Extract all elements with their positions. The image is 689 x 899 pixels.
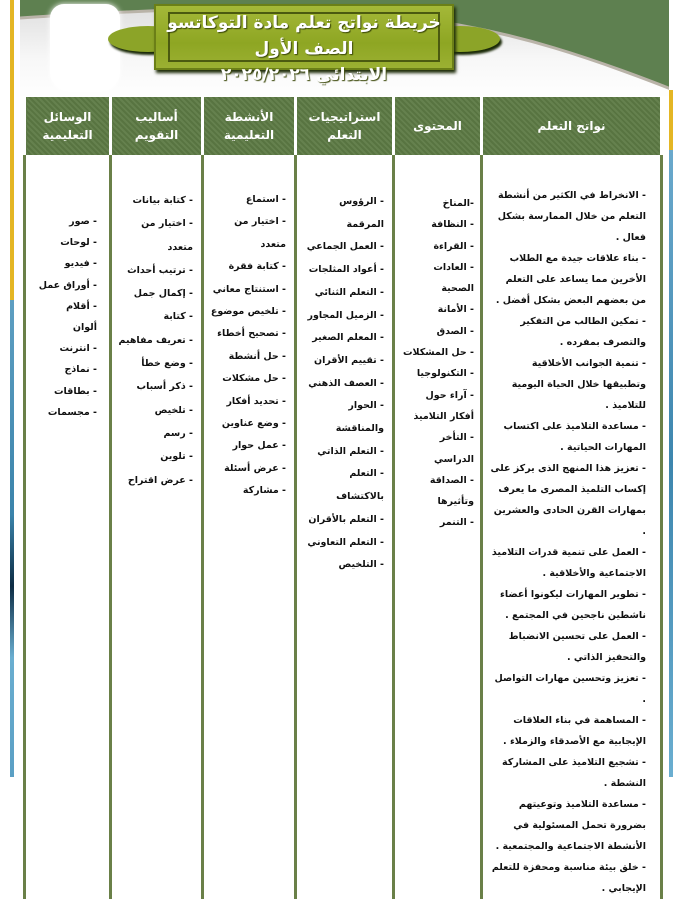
list-item: - التأخر الدراسي [434, 432, 474, 465]
header-resources: الوسائل التعليمية [25, 97, 111, 155]
cell-learning-outcomes [482, 155, 662, 899]
list-item: -المناخ [442, 198, 474, 209]
list-item: - عرض أسئلة [224, 462, 286, 474]
list-item: - بطاقات [54, 385, 97, 397]
list-item: - عرض اقتراح [127, 474, 193, 486]
list-item: - كتابة [163, 311, 193, 323]
table-row [25, 155, 662, 899]
list-item: - التعلم التعاوني [307, 536, 384, 548]
list-item: - الانخراط في الكثير من أنشطة التعلم من خلال الممارسة بشكل فعال . [497, 190, 646, 243]
list-item: - اختيار من متعدد [141, 218, 193, 253]
cell-strategies [296, 155, 394, 899]
list-item: - تلخيص موضوع [210, 306, 286, 318]
list-item: - الأمانة [437, 304, 474, 316]
list-item: - العصف الذهني [308, 377, 384, 389]
list-item: - التعلم بالاكتشاف [336, 468, 384, 503]
learning-outcomes-list [483, 155, 660, 899]
list-item: - حل مشكلات [222, 373, 286, 385]
list-item: - تقييم الأقران [314, 354, 384, 366]
list-item: - تعزيز وتحسين مهارات التواصل . [494, 673, 646, 705]
list-item: - مجسمات [47, 406, 97, 418]
list-item: - فيديو [64, 258, 97, 270]
list-item: - حل المشكلات [402, 347, 474, 359]
header-assessment: أساليب التقويم [111, 97, 203, 155]
cell-assessment [111, 155, 203, 899]
list-item: - التعلم الثنائي [314, 286, 384, 298]
title-banner [108, 4, 500, 85]
table-header-row [25, 97, 662, 155]
list-item: - أوراق عمل [38, 279, 97, 291]
list-item: - تطوير المهارات ليكونوا أعضاء ناشطين ناجحين في المجتمع . [500, 589, 646, 621]
list-item: - تلوين [160, 451, 193, 463]
list-item: أفكار التلاميذ [413, 410, 474, 422]
resources-list [26, 155, 109, 423]
list-item: - لوحات [60, 237, 97, 249]
assessment-list [112, 155, 201, 492]
list-item: - الزميل المجاور [307, 309, 384, 321]
list-item: - بناء علاقات جيدة مع الطلاب الأخرين مما يساعد على التعلم من بعضهم البعض بشكل أفضل . [495, 253, 646, 306]
list-item: - كتابة فقرة [228, 261, 286, 273]
list-item: ألوان [72, 322, 97, 334]
list-item: - تعريف مفاهيم [118, 334, 193, 346]
list-item: - العمل على تنمية قدرات التلاميذ الاجتماعية والأخلاقية . [491, 547, 646, 579]
title-line-1: خريطة نواتج تعلم مادة التوكاتسو الصف الأول [167, 13, 441, 59]
list-item: - اختيار من متعدد [234, 216, 286, 250]
list-item: - وضع خطأ [141, 358, 193, 370]
list-item: - تعزيز هذا المنهج الذى يركز على إكساب التلميذ المصرى ما يعرف بمهارات القرن الحادى والعشرين . [490, 463, 646, 537]
left-border-blue [10, 300, 14, 777]
list-item: - استنتاج معاني [212, 283, 286, 295]
list-item: - تصحيح أخطاء [217, 328, 286, 340]
list-item: - عمل حوار [232, 440, 286, 452]
list-item: - أقلام [66, 300, 97, 312]
activities-list [204, 155, 294, 503]
list-item: - نماذج [64, 364, 97, 376]
banner-plate [154, 4, 454, 85]
list-item: - مساعدة التلاميذ على اكتساب المهارات الحياتية . [503, 421, 646, 453]
content-list [395, 155, 480, 534]
list-item: - خلق بيئة مناسبة ومحفزة للتعلم الإيجابي . [491, 862, 646, 894]
list-item: - القراءة [433, 240, 474, 252]
header-activities: الأنشطة التعليمية [203, 97, 296, 155]
list-item: - أعواد المثلجات [308, 264, 384, 276]
list-item: - تشجيع التلاميذ على المشاركة النشطة . [502, 757, 646, 789]
list-item: - التلخيص [338, 559, 384, 571]
list-item: - آراء حول [425, 389, 474, 401]
list-item: - المعلم الصغير [312, 332, 384, 344]
list-item: - تلخيص [154, 404, 193, 416]
header-strategies: استراتيجيات التعلم [296, 97, 394, 155]
list-item: - تحديد أفكار [226, 395, 286, 407]
list-item: - وضع عناوين [221, 418, 286, 430]
right-border-yellow [669, 90, 673, 150]
list-item: - مشاركة [242, 485, 286, 497]
left-border-yellow [10, 0, 14, 300]
list-item: - الصداقة وتأثيرها [429, 474, 474, 508]
list-item: - العمل الجماعي [306, 241, 384, 253]
list-item: - صور [69, 216, 97, 227]
list-item: - كتابة بيانات [132, 195, 193, 206]
strategies-list [297, 155, 392, 577]
right-border-blue [669, 150, 673, 777]
list-item: - التنمر [439, 517, 474, 529]
list-item: - المساهمة في بناء العلاقات الإيجابية مع الأصدقاء والزملاء . [503, 715, 646, 747]
list-item: - رسم [163, 427, 193, 439]
list-item: - ذكر أسباب [136, 381, 193, 393]
list-item: - العادات الصحية [433, 261, 474, 295]
title-line-2: الابتدائي ٢٠٢٥/٢٠٢٦ [220, 65, 388, 85]
list-item: - التكنولوجيا [416, 368, 474, 380]
list-item: - التعلم بالأقران [308, 513, 384, 525]
header-learning-outcomes: نواتج التعلم [482, 97, 662, 155]
learning-outcomes-table [23, 97, 663, 899]
list-item: - الصدق [436, 325, 474, 337]
list-item: - استماع [245, 194, 286, 205]
list-item: - الرؤوس المرقمة [339, 196, 384, 230]
list-item: - مساعدة التلاميذ وتوعيتهم بضرورة تحمل المسئولية في الأنشطة الاجتماعية والمجتمعية . [495, 799, 646, 852]
list-item: - انترنت [59, 343, 97, 355]
cell-activities [203, 155, 296, 899]
list-item: - الحوار والمناقشة [335, 400, 384, 435]
list-item: - التعلم الذاتي [317, 445, 384, 457]
list-item: - حل أنشطة [228, 350, 286, 362]
cell-resources [25, 155, 111, 899]
cell-content [394, 155, 482, 899]
list-item: - إكمال جمل [133, 288, 193, 300]
list-item: - العمل على تحسين الانضباط والتحفيز الذاتي . [508, 631, 646, 663]
list-item: - النظافة [431, 219, 474, 231]
list-item: - تنمية الجوانب الأخلاقية وتطبيقها خلال الحياة اليومية للتلاميذ . [511, 358, 646, 411]
list-item: - تمكين الطالب من التفكير والتصرف بمفرده . [520, 316, 646, 348]
list-item: - ترتيب أحداث [127, 264, 193, 276]
page-title [156, 10, 452, 88]
header-content: المحتوى [394, 97, 482, 155]
